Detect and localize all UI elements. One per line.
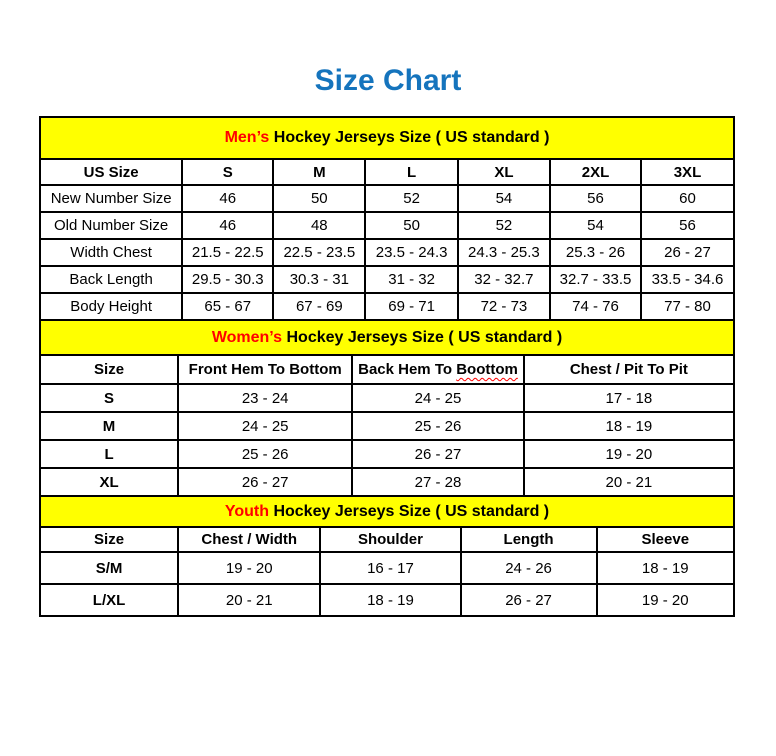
womens-row-s: [40, 384, 734, 412]
column-header-length: Length: [461, 527, 597, 552]
column-header-m: M: [273, 159, 365, 185]
size-value: 30.3 - 31: [273, 266, 365, 293]
size-value: 56: [641, 212, 734, 239]
size-value: 33.5 - 34.6: [641, 266, 734, 293]
banner-highlight: Men’s: [224, 129, 270, 146]
size-value: 22.5 - 23.5: [273, 239, 365, 266]
row-label: Back Length: [40, 266, 182, 293]
size-value: 24 - 25: [352, 384, 523, 412]
size-value: 19 - 20: [178, 552, 320, 584]
womens-row-l: [40, 440, 734, 468]
row-label: Body Height: [40, 293, 182, 320]
mens-row-back-length: [40, 266, 734, 293]
header-text: Back Hem To: [358, 361, 457, 378]
mens-size-table: [39, 116, 735, 321]
banner-text: Hockey Jerseys Size ( US standard ): [282, 328, 563, 346]
banner-text: Hockey Jerseys Size ( US standard ): [269, 129, 550, 146]
size-value: 32.7 - 33.5: [550, 266, 641, 293]
size-value: 74 - 76: [550, 293, 641, 320]
column-header-size: Size: [40, 527, 178, 552]
womens-banner: [40, 320, 734, 355]
column-header-back-hem-to-boottom: [352, 355, 523, 384]
banner-highlight: Youth: [224, 502, 269, 520]
size-value: 50: [365, 212, 457, 239]
youth-banner: [40, 496, 734, 527]
size-value: 50: [273, 185, 365, 212]
youth-row-s-m: [40, 552, 734, 584]
youth-header-row: [40, 527, 734, 552]
size-value: 27 - 28: [352, 468, 523, 496]
size-value: 46: [182, 185, 273, 212]
size-value: 48: [273, 212, 365, 239]
column-header-front-hem-to-bottom: Front Hem To Bottom: [178, 355, 352, 384]
banner-highlight: Women’s: [211, 328, 283, 346]
womens-banner-row: [40, 320, 734, 355]
size-value: 26 - 27: [178, 468, 352, 496]
size-value: 16 - 17: [320, 552, 460, 584]
size-value: 25 - 26: [352, 412, 523, 440]
size-value: 46: [182, 212, 273, 239]
womens-size-table: [39, 319, 735, 497]
size-value: 18 - 19: [320, 584, 460, 616]
column-header-chest-pit-to-pit: Chest / Pit To Pit: [524, 355, 734, 384]
column-header-2xl: 2XL: [550, 159, 641, 185]
row-label: S/M: [40, 552, 178, 584]
size-value: 19 - 20: [597, 584, 734, 616]
column-header-sleeve: Sleeve: [597, 527, 734, 552]
row-label: Old Number Size: [40, 212, 182, 239]
size-value: 54: [550, 212, 641, 239]
column-header-xl: XL: [458, 159, 550, 185]
column-header-3xl: 3XL: [641, 159, 734, 185]
row-label: M: [40, 412, 178, 440]
size-value: 77 - 80: [641, 293, 734, 320]
size-value: 24.3 - 25.3: [458, 239, 550, 266]
size-tables-container: [39, 116, 735, 617]
size-value: 20 - 21: [178, 584, 320, 616]
size-value: 31 - 32: [365, 266, 457, 293]
mens-row-old-number-size: [40, 212, 734, 239]
column-header-shoulder: Shoulder: [320, 527, 460, 552]
size-value: 32 - 32.7: [458, 266, 550, 293]
size-value: 60: [641, 185, 734, 212]
size-value: 72 - 73: [458, 293, 550, 320]
mens-row-width-chest: [40, 239, 734, 266]
size-value: 26 - 27: [641, 239, 734, 266]
size-value: 23 - 24: [178, 384, 352, 412]
page-title: Size Chart: [314, 64, 462, 97]
size-value: 54: [458, 185, 550, 212]
row-label: S: [40, 384, 178, 412]
mens-banner-row: [40, 117, 734, 159]
youth-size-table: [39, 495, 735, 617]
size-value: 18 - 19: [524, 412, 734, 440]
size-value: 65 - 67: [182, 293, 273, 320]
column-header-us-size: US Size: [40, 159, 182, 185]
size-value: 52: [458, 212, 550, 239]
size-value: 29.5 - 30.3: [182, 266, 273, 293]
size-value: 67 - 69: [273, 293, 365, 320]
size-value: 26 - 27: [352, 440, 523, 468]
mens-banner: [40, 117, 734, 159]
size-value: 24 - 25: [178, 412, 352, 440]
size-value: 25.3 - 26: [550, 239, 641, 266]
youth-row-l-xl: [40, 584, 734, 616]
size-value: 25 - 26: [178, 440, 352, 468]
column-header-chest-width: Chest / Width: [178, 527, 320, 552]
womens-row-m: [40, 412, 734, 440]
banner-text: Hockey Jerseys Size ( US standard ): [269, 502, 550, 520]
womens-header-row: [40, 355, 734, 384]
size-value: 21.5 - 22.5: [182, 239, 273, 266]
youth-banner-row: [40, 496, 734, 527]
size-value: 56: [550, 185, 641, 212]
misspelled-word-squiggle: Boottom: [456, 361, 518, 378]
column-header-l: L: [365, 159, 457, 185]
size-value: 18 - 19: [597, 552, 734, 584]
size-value: 23.5 - 24.3: [365, 239, 457, 266]
size-value: 20 - 21: [524, 468, 734, 496]
row-label: L: [40, 440, 178, 468]
mens-header-row: [40, 159, 734, 185]
size-chart-page: [0, 64, 776, 617]
column-header-size: Size: [40, 355, 178, 384]
row-label: New Number Size: [40, 185, 182, 212]
column-header-s: S: [182, 159, 273, 185]
row-label: Width Chest: [40, 239, 182, 266]
size-value: 26 - 27: [461, 584, 597, 616]
row-label: L/XL: [40, 584, 178, 616]
size-value: 69 - 71: [365, 293, 457, 320]
size-value: 52: [365, 185, 457, 212]
size-value: 24 - 26: [461, 552, 597, 584]
womens-row-xl: [40, 468, 734, 496]
size-value: 17 - 18: [524, 384, 734, 412]
row-label: XL: [40, 468, 178, 496]
mens-row-new-number-size: [40, 185, 734, 212]
mens-row-body-height: [40, 293, 734, 320]
size-value: 19 - 20: [524, 440, 734, 468]
